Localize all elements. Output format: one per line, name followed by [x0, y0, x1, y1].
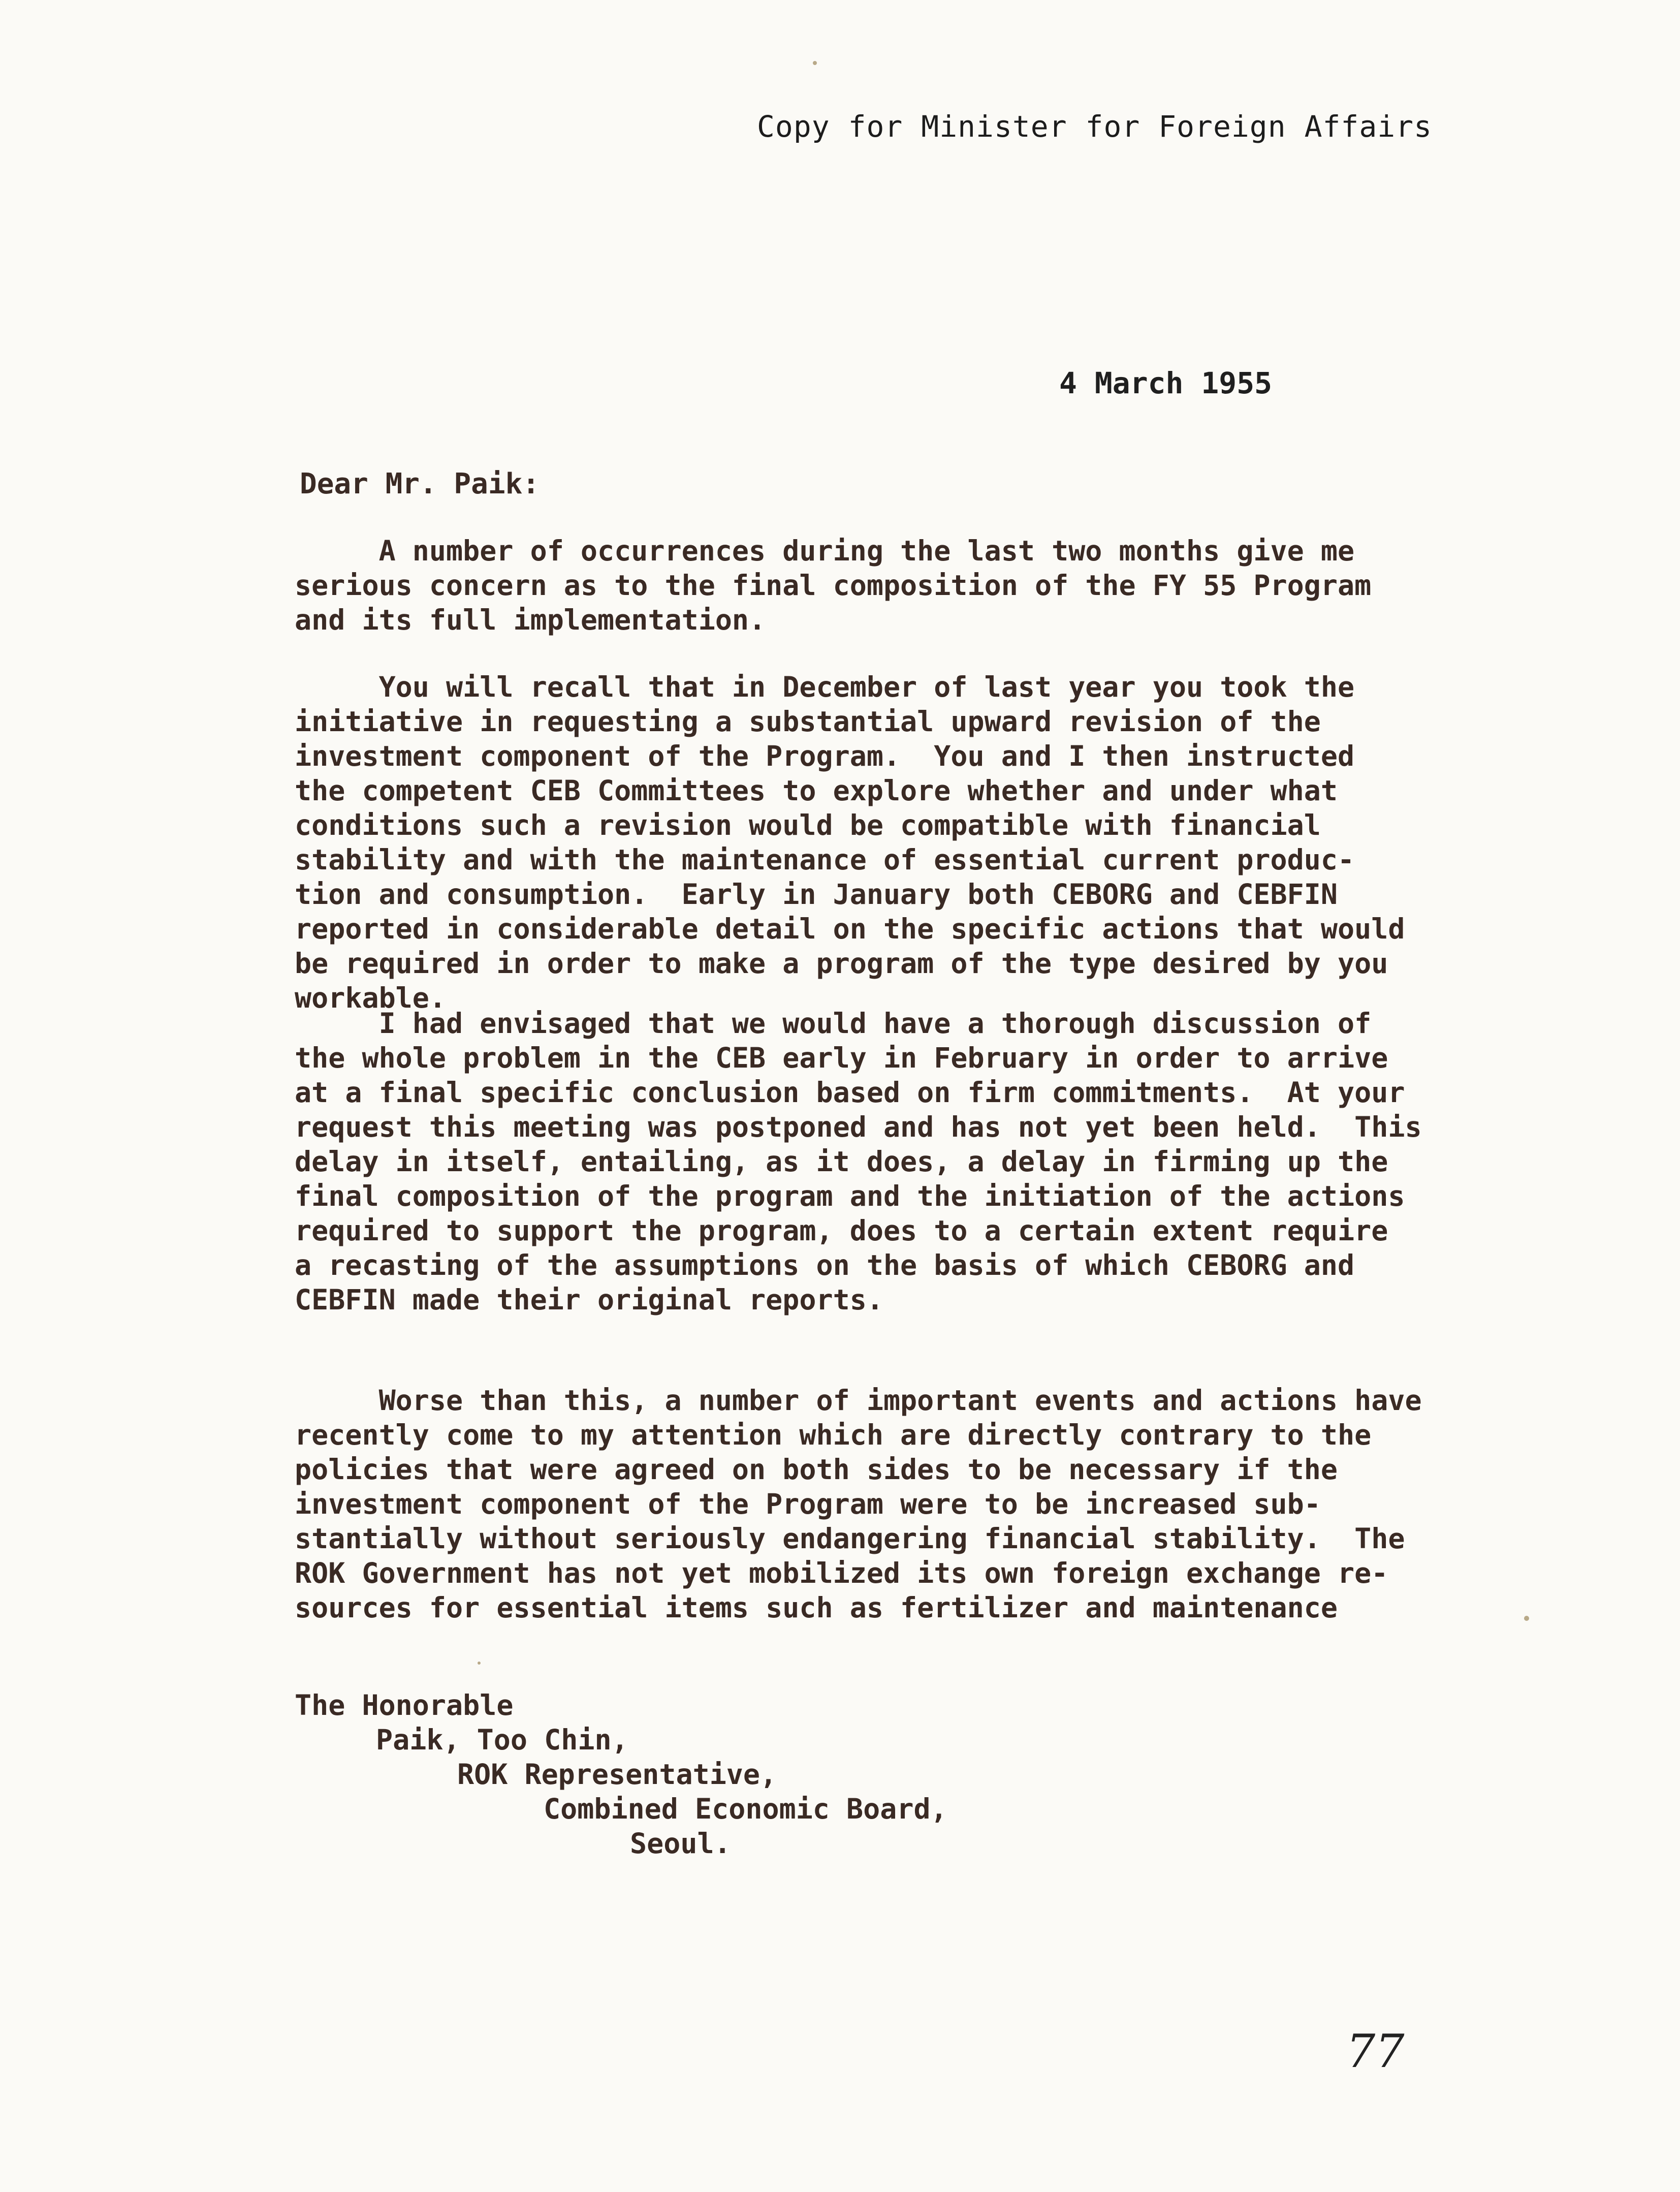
text-line: final composition of the program and the initiation of the actions: [295, 1180, 1405, 1212]
text-line: stability and with the maintenance of essential current produc-: [295, 843, 1355, 876]
text-line: the competent CEB Committees to explore whether and under what: [295, 774, 1338, 807]
text-line: required to support the program, does to a certain extent require: [295, 1214, 1388, 1247]
addressee-line: ROK Representative,: [457, 1758, 777, 1791]
text-line: at a final specific conclusion based on firm commitments. At your: [295, 1076, 1405, 1109]
text-line: CEBFIN made their original reports.: [295, 1283, 883, 1316]
text-line: investment component of the Program were to be increased sub-: [295, 1488, 1321, 1520]
addressee-block: [295, 1688, 947, 1861]
text-line: the whole problem in the CEB early in February in order to arrive: [295, 1042, 1388, 1074]
paragraph-4: [295, 1383, 1473, 1625]
text-line: serious concern as to the final composition of the FY 55 Program: [295, 569, 1372, 602]
handwritten-folio-mark: 77: [1346, 2025, 1405, 2078]
paper-speck: [1524, 1616, 1529, 1621]
copy-note: Copy for Minister for Foreign Affairs: [757, 109, 1433, 144]
text-line: You will recall that in December of last year you took the: [295, 671, 1355, 703]
text-line: workable.: [295, 982, 447, 1014]
text-line: reported in considerable detail on the specific actions that would: [295, 913, 1405, 945]
paper-speck: [478, 1662, 481, 1665]
text-line: Worse than this, a number of important events and actions have: [295, 1384, 1422, 1417]
text-line: request this meeting was postponed and has not yet been held. This: [295, 1111, 1422, 1143]
salutation: Dear Mr. Paik:: [300, 467, 540, 500]
addressee-line: Combined Economic Board,: [544, 1793, 947, 1825]
text-line: recently come to my attention which are directly contrary to the: [295, 1419, 1372, 1451]
addressee-line: The Honorable: [295, 1689, 514, 1721]
text-line: initiative in requesting a substantial upward revision of the: [295, 705, 1321, 738]
paragraph-3: [295, 1006, 1473, 1317]
text-line: A number of occurrences during the last two months give me: [295, 535, 1355, 567]
text-line: I had envisaged that we would have a thorough discussion of: [295, 1007, 1372, 1040]
text-line: ROK Government has not yet mobilized its own foreign exchange re-: [295, 1557, 1388, 1589]
text-line: investment component of the Program. You and I then instructed: [295, 740, 1355, 772]
paragraph-2: [295, 670, 1473, 1015]
text-line: a recasting of the assumptions on the basis of which CEBORG and: [295, 1249, 1355, 1281]
text-line: policies that were agreed on both sides to be necessary if the: [295, 1453, 1338, 1486]
paper-speck: [813, 61, 817, 65]
text-line: stantially without seriously endangering financial stability. The: [295, 1522, 1405, 1555]
addressee-line: Seoul.: [630, 1827, 731, 1860]
text-line: delay in itself, entailing, as it does, a delay in firming up the: [295, 1145, 1388, 1178]
paragraph-1: [295, 534, 1473, 637]
addressee-line: Paik, Too Chin,: [376, 1724, 628, 1756]
text-line: be required in order to make a program of the type desired by you: [295, 947, 1388, 980]
letter-date: 4 March 1955: [1059, 366, 1273, 400]
text-line: and its full implementation.: [295, 604, 766, 636]
text-line: tion and consumption. Early in January both CEBORG and CEBFIN: [295, 878, 1338, 911]
text-line: sources for essential items such as fertilizer and maintenance: [295, 1591, 1338, 1624]
text-line: conditions such a revision would be compatible with financial: [295, 809, 1321, 841]
